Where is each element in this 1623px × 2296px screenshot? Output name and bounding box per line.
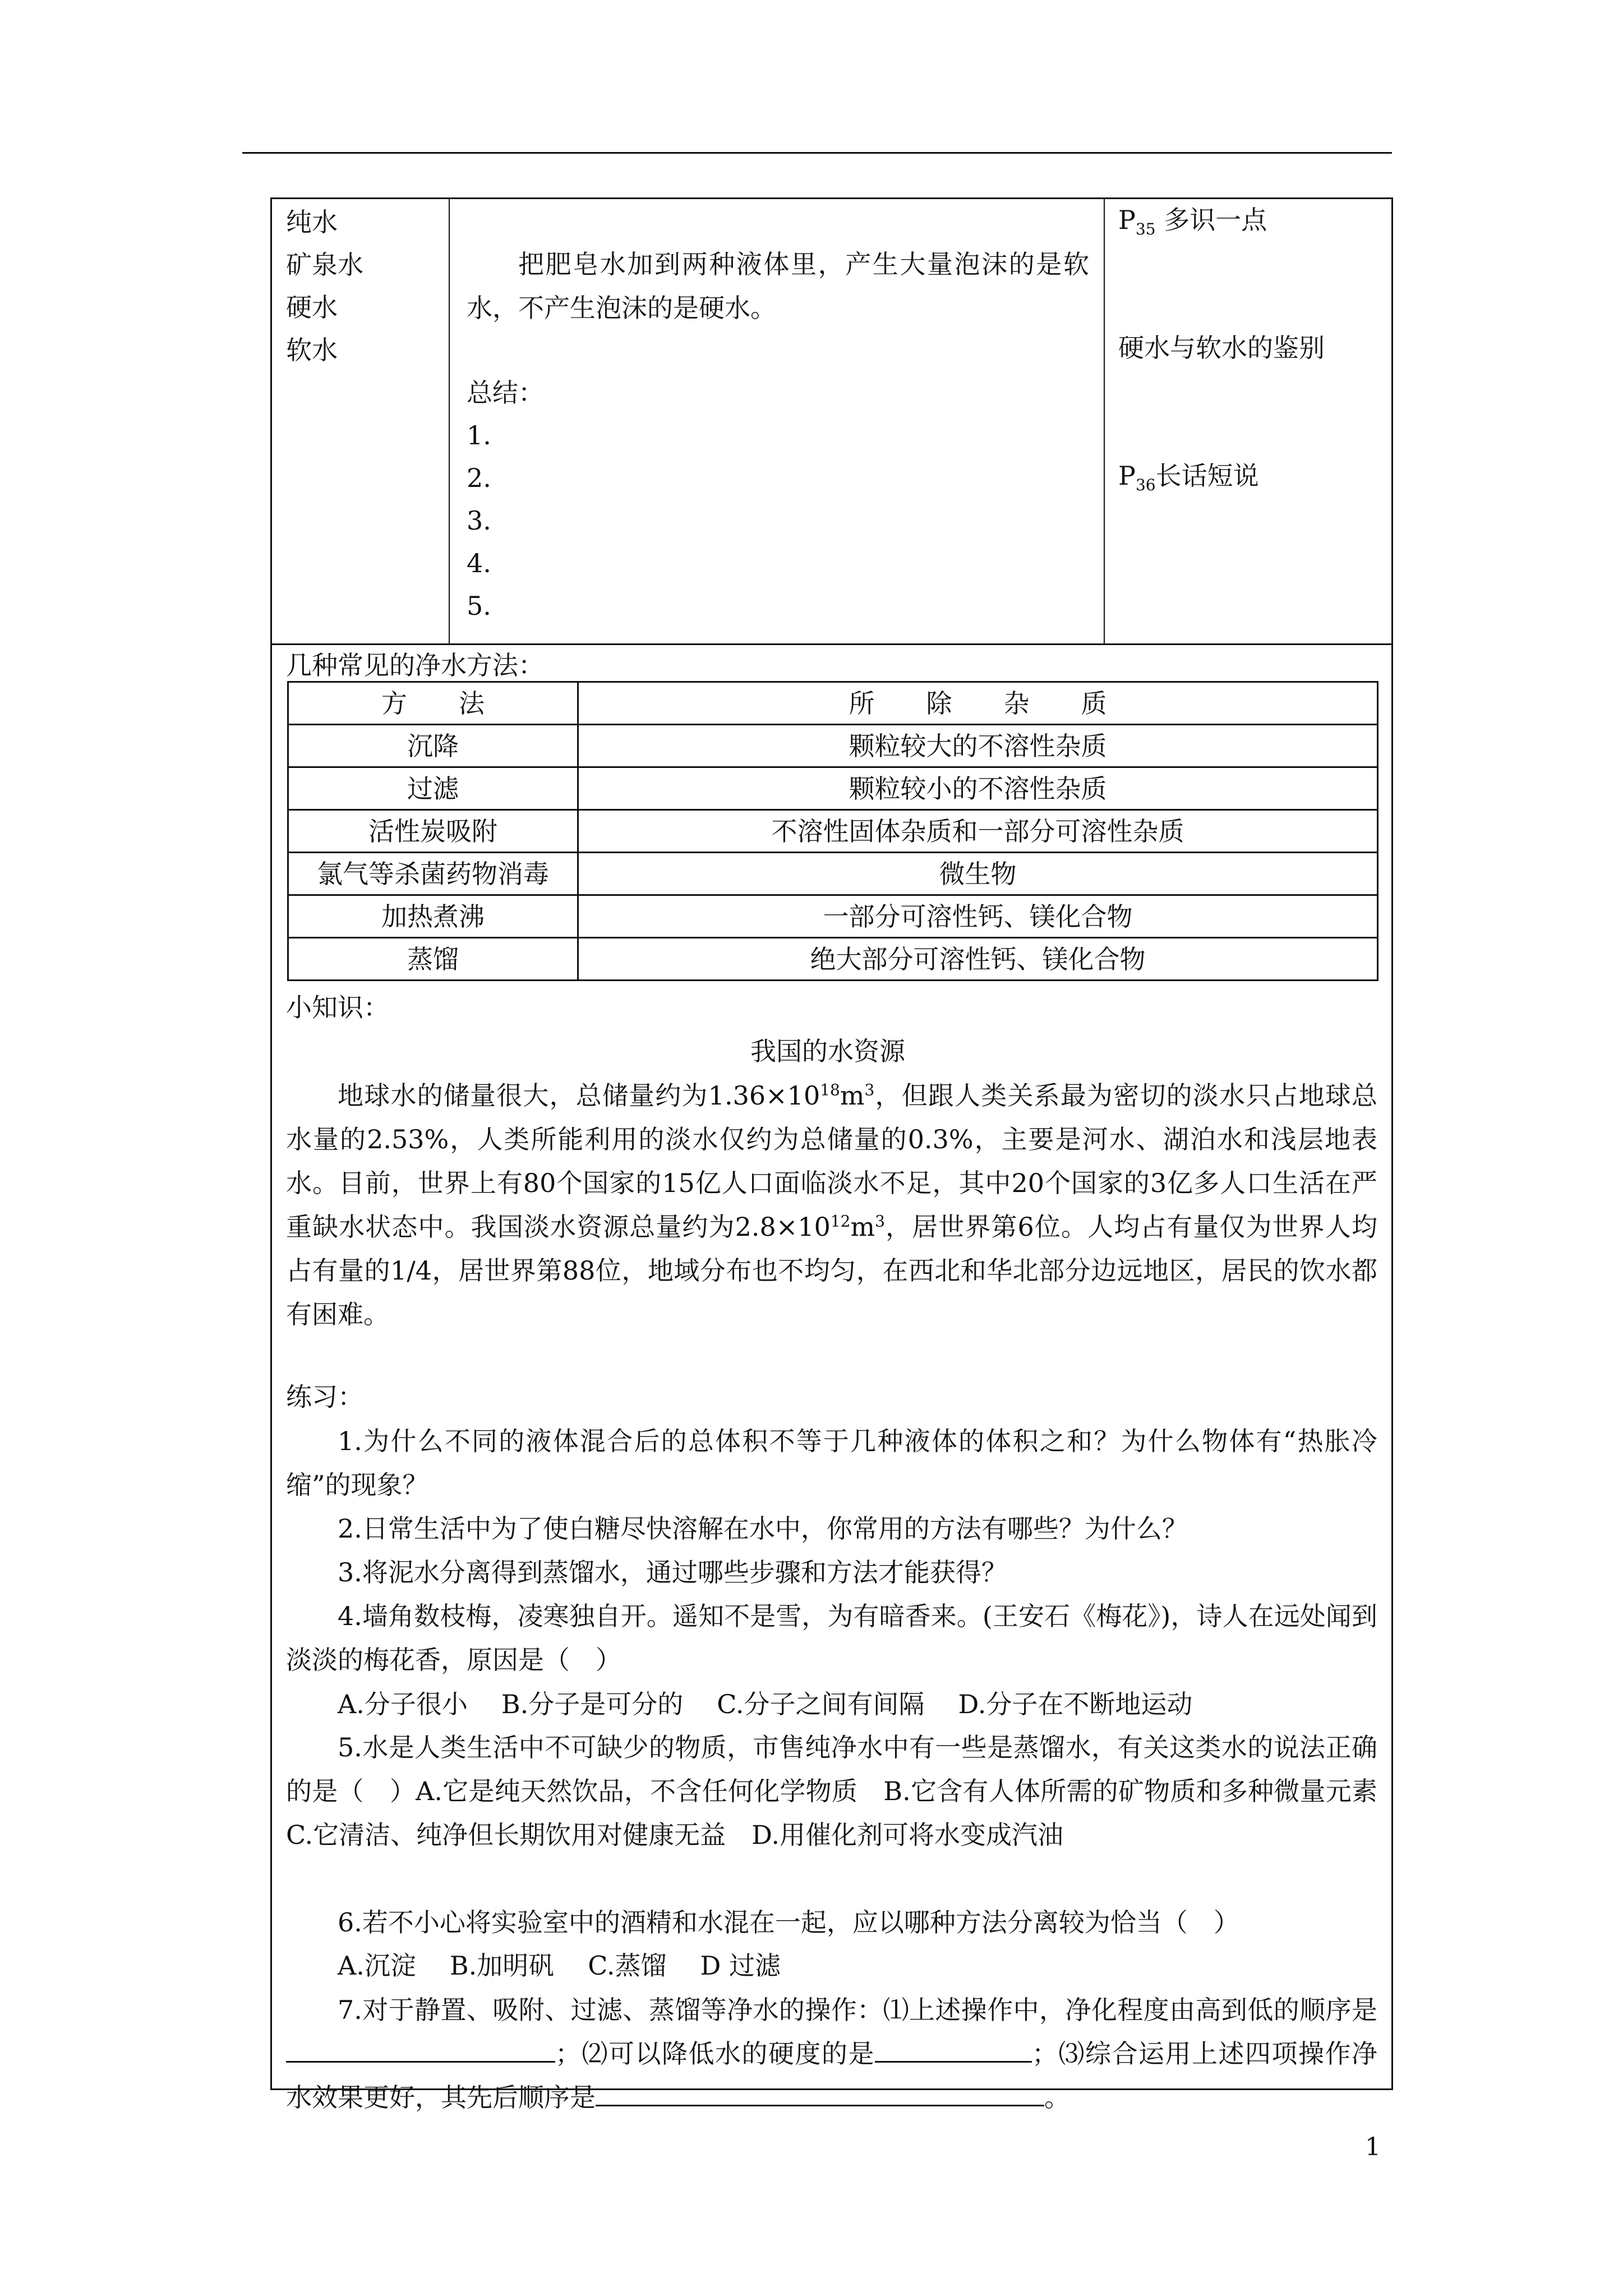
option: D.分子在不断地运动 <box>958 1689 1193 1719</box>
table-row <box>288 895 1378 938</box>
term-item: 软水 <box>286 335 338 365</box>
knowledge-title: 我国的水资源 <box>750 1036 905 1066</box>
soap-test-paragraph: 把肥皂水加到两种液体里，产生大量泡沫的是软水，不产生泡沫的是硬水。 <box>467 249 1089 323</box>
column-divider-2 <box>1104 197 1105 645</box>
exercise-1: 1.为什么不同的液体混合后的总体积不等于几种液体的体积之和？为什么物体有“热胀冷缩”的现象？ <box>286 1426 1377 1500</box>
summary-item: 4. <box>467 548 491 578</box>
knowledge-paragraph: 地球水的储量很大，总储量约为$1.36\times 10^{18}m^3$，但跟人类关系最为密切的淡水只占地球总水量的2.53%，人类所能利用的淡水仅约为总储量的0.3%，主要是河水、湖泊水和浅层地表水。目前，世界上有80个国家的15亿人口面临淡水不足，其中20个国家的3亿多人口生活在严重缺水状态中。我国淡水资源总量约为$2.8\times 10^{12}m^3$，居世界第6位。人均占有量仅为世界人均占有量的1/4，居世界第88位，地域分布也不均匀，在西北和华北部分边远地区，居民的饮水都有困难。 <box>286 1080 1378 1329</box>
exercise-6: 6.若不小心将实验室中的酒精和水混在一起，应以哪种方法分离较为恰当（ ） <box>338 1907 1239 1938</box>
answer-blank-3[interactable] <box>596 2079 1044 2106</box>
term-item: 矿泉水 <box>286 250 363 280</box>
header-rule <box>242 152 1392 154</box>
table-row <box>288 810 1378 853</box>
method-cell: 加热煮沸 <box>288 895 578 938</box>
impurity-cell: 一部分可溶性钙、镁化合物 <box>578 895 1378 938</box>
exercises-label: 练习： <box>286 1382 363 1412</box>
impurity-cell: 微生物 <box>578 853 1378 895</box>
option: C.分子之间有间隔 <box>717 1689 925 1719</box>
table-row <box>288 767 1378 810</box>
impurity-cell: 颗粒较大的不溶性杂质 <box>578 725 1378 767</box>
answer-blank-2[interactable] <box>875 2035 1032 2063</box>
header-method: 方 法 <box>288 682 578 725</box>
exercise-3: 3.将泥水分离得到蒸馏水，通过哪些步骤和方法才能获得？ <box>338 1557 1007 1588</box>
table-row <box>288 938 1378 981</box>
summary-item: 5. <box>467 591 491 621</box>
purification-methods-table <box>287 681 1378 981</box>
column-divider-1 <box>449 197 450 645</box>
option: D 过滤 <box>700 1950 781 1981</box>
summary-item: 3. <box>467 505 491 536</box>
impurity-cell: 绝大部分可溶性钙、镁化合物 <box>578 938 1378 981</box>
method-cell: 活性炭吸附 <box>288 810 578 853</box>
term-item: 纯水 <box>286 207 338 237</box>
exercise-5: 5.水是人类生活中不可缺少的物质，市售纯净水中有一些是蒸馏水，有关这类水的说法正确的是（ ）A.它是纯天然饮品，不含任何化学物质 B.它含有人体所需的矿物质和多种微量元素 C.它清洁、纯净但长期饮用对健康无益 D.用催化剂可将水变成汽油 <box>286 1732 1403 1850</box>
table-row <box>288 853 1378 895</box>
table-row <box>288 725 1378 767</box>
table-header-row <box>288 682 1378 725</box>
impurity-cell: 不溶性固体杂质和一部分可溶性杂质 <box>578 810 1378 853</box>
option: B.加明矾 <box>449 1950 555 1981</box>
header-impurities: 所 除 杂 质 <box>578 682 1378 725</box>
methods-heading: 几种常见的净水方法： <box>286 650 544 680</box>
method-cell: 氯气等杀菌药物消毒 <box>288 853 578 895</box>
answer-blank-1[interactable] <box>286 2035 555 2063</box>
term-item: 硬水 <box>286 292 338 323</box>
exercise-7: 7.对于静置、吸附、过滤、蒸馏等净水的操作：⑴上述操作中，净化程度由高到低的顺序是；⑵可以降低水的硬度的是 ；⑶综合运用上述四项操作净水效果更好，其先后顺序是 。 <box>286 1995 1377 2113</box>
note-summary: $P_{36}$长话短说 <box>1118 461 1259 495</box>
row-divider <box>270 643 1393 645</box>
option: C.蒸馏 <box>588 1950 667 1981</box>
summary-item: 2. <box>467 463 491 493</box>
option: A.分子很小 <box>338 1689 468 1719</box>
option: B.分子是可分的 <box>501 1689 684 1719</box>
method-cell: 过滤 <box>288 767 578 810</box>
summary-item: 1. <box>467 420 491 450</box>
exercise-4: 4.墙角数枝梅，凌寒独自开。遥知不是雪，为有暗香来。(王安石《梅花》)，诗人在远处闻到淡淡的梅花香，原因是（ ） <box>286 1601 1377 1675</box>
page-number: 1 <box>1365 2133 1381 2161</box>
note-more-knowledge: $P_{35}$ 多识一点 <box>1118 205 1267 239</box>
method-cell: 蒸馏 <box>288 938 578 981</box>
option: A.沉淀 <box>338 1950 416 1981</box>
exercise-4-options <box>338 1688 1226 1720</box>
exercise-6-options <box>338 1950 814 1981</box>
exercise-2: 2.日常生活中为了使白糖尽快溶解在水中，你常用的方法有哪些？为什么？ <box>338 1513 1188 1544</box>
summary-label: 总结： <box>467 378 544 408</box>
impurity-cell: 颗粒较小的不溶性杂质 <box>578 767 1378 810</box>
method-cell: 沉降 <box>288 725 578 767</box>
note-hard-soft-water: 硬水与软水的鉴别 <box>1118 333 1325 363</box>
knowledge-label: 小知识： <box>286 992 389 1023</box>
